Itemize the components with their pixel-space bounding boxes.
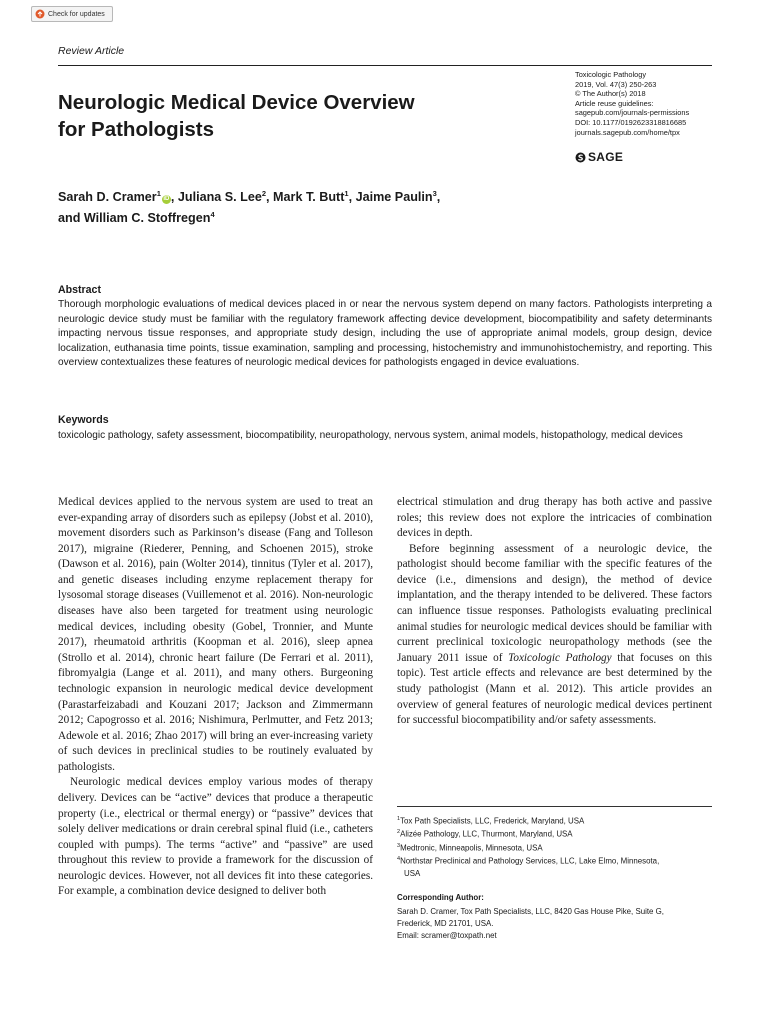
reuse-guidelines-label: Article reuse guidelines:: [575, 98, 654, 108]
author-affiliation-number: 3: [432, 189, 437, 198]
sage-mark-icon: [575, 152, 586, 163]
body-text: Before beginning assessment of a neurologic device, the pathologist should become familiar with the specific features of the device (i.e., dimensions and design), the method of device implantation, and the therapy intended to be delivered. These factors can influence tissue responses. Pathologists evaluating preclinical animal studies for neurologic medical devices should be familiar with current preclinical toxicologic neuropathology methods (see the January 2011 issue of: [397, 542, 712, 664]
update-ribbon-icon: [35, 9, 45, 19]
affiliation-item: [397, 854, 712, 867]
keywords-text: toxicologic pathology, safety assessment, biocompatibility, neuropathology, nervous system, animal models, histopathology, medical devices: [58, 430, 683, 441]
corresponding-author-heading: Corresponding Author:: [397, 893, 484, 902]
affiliation-item: [397, 814, 712, 827]
journal-reference: Toxicologic Pathology: [508, 651, 612, 664]
title-line-2: for Pathologists: [58, 118, 215, 141]
corresponding-address-line: Sarah D. Cramer, Tox Path Specialists, LLC, 8420 Gas House Pike, Suite G,: [397, 907, 664, 916]
doi-link[interactable]: DOI: 10.1177/0192623318816685: [575, 117, 687, 127]
affiliation-number: 3: [397, 842, 401, 849]
author-list: Sarah D. Cramer$^1$iD , Juliana S. Lee$^2$, Mark T. Butt$^1$, Jaime Paulin$^3$, and William C. Stoffregen$^4$: [58, 189, 441, 226]
corresponding-email[interactable]: Email: scramer@toxpath.net: [397, 930, 497, 940]
check-for-updates-label: Check for updates: [48, 10, 105, 18]
affiliation-text: Medtronic, Minneapolis, Minnesota, USA: [400, 843, 543, 853]
affiliation-number: 1: [397, 816, 401, 822]
affiliation-text: Alizée Pathology, LLC, Thurmont, Maryland, USA: [400, 830, 573, 840]
affiliation-text: Tox Path Specialists, LLC, Frederick, Maryland, USA: [400, 816, 585, 826]
body-paragraph: Neurologic medical devices employ various modes of therapy delivery. Devices can be “active” devices that produce a therapeutic property (i.e., electrical or thermal energy) or “passive” devices that solely deliver medications or drain cerebral spinal fluid (i.e., catheters coupled with pumps). The terms “active” and “passive” are used throughout this review to provide a framework for the discussion of neurologic devices. However, not all devices fit into these categories. For example, a combination device designed to deliver both: [58, 776, 373, 898]
affiliations-divider: [397, 806, 712, 807]
body-paragraph: electrical stimulation and drug therapy has both active and passive roles; this review does not explore the intricacies of combination devices in depth.: [397, 496, 712, 540]
affiliation-item: [397, 827, 712, 840]
affiliations: [397, 814, 712, 879]
sage-wordmark: SAGE: [588, 150, 624, 164]
abstract-text: Thorough morphologic evaluations of medical devices placed in or near the nervous system depend on many factors. Pathologists interpreting a neurologic device study must be familiar with the regulatory framework affecting device development, biocompatibility and safety determinants impacting nervous tissue responses, and appropriate study design, including the use of appropriate animal models, group design, device localization, euthanasia time points, tissue examination, sampling and processing, histochemistry and immunohistochemistry, and reporting. This overview contextualizes these features of neurologic medical devices for pathologists engaged in device evaluations.: [58, 299, 712, 369]
corresponding-author-details: [397, 906, 717, 941]
title-line-1: Neurologic Medical Device Overview: [58, 91, 415, 114]
article-type: Review Article: [58, 45, 125, 57]
author-affiliation-number: 1: [156, 189, 161, 198]
body-column-left: [58, 495, 373, 900]
permissions-link[interactable]: sagepub.com/journals-permissions: [575, 108, 690, 118]
author-name[interactable]: Juliana S. Lee: [177, 190, 262, 205]
affiliation-continuation: USA: [404, 868, 421, 878]
journal-homepage-link[interactable]: journals.sagepub.com/home/tpx: [575, 127, 680, 137]
author-connector: and: [58, 211, 81, 226]
affiliation-item: [397, 841, 712, 854]
journal-info: [575, 70, 725, 137]
body-paragraph: [397, 542, 712, 729]
copyright: © The Author(s) 2018: [575, 89, 646, 99]
affiliation-text: Northstar Preclinical and Pathology Services, LLC, Lake Elmo, Minnesota,: [400, 856, 660, 866]
author-name[interactable]: Mark T. Butt: [273, 190, 345, 205]
body-text: that focuses on this topic). Test article effects and relevance are best determined by the study pathologist (Mann et al. 2012). This article provides an overview of general features of neurologic medical devices pertinent for successful biocompatibility and/or safety assessments.: [397, 651, 712, 727]
author-affiliation-number: 2: [261, 189, 267, 198]
body-column-right: [397, 495, 712, 729]
article-title: [58, 89, 488, 143]
journal-volume: 2019, Vol. 47(3) 250-263: [575, 79, 657, 89]
body-paragraph: Medical devices applied to the nervous system are used to treat an ever-expanding array of disorders such as epilepsy (Jobst et al. 2010), movement disorders such as Parkinson’s disease (Fang and Tolleson 2017), migraine (Riederer, Penning, and Schoenen 2015), stroke (Dawson et al. 2016), pain (Wolter 2014), tinnitus (Tyler et al. 2017), and genetic diseases including enzyme replacement therapy for lysosomal storage diseases (Vuillemenot et al. 2016). Non-neurologic diseases have also been targeted for treatment using neurologic medical devices, including obesity (Gobel, Tronnier, and Munte 2017), rheumatoid arthritis (Koopman et al. 2016), sleep apnea (Strollo et al. 2014), chronic heart failure (De Ferrari et al. 2011), fibromyalgia (Lange et al. 2011), and many others. Burgeoning technologic expansion in neurologic medical device development (Parastarfeizabadi and Kouzani 2017; Jackson and Zimmermann 2012; Capogrosso et al. 2016; Nishimura, Perlmutter, and Fetz 2013; Adewole et al. 2016; Zhao 2017) will bring an ever-increasing variety of such devices in preclinical studies to be routinely evaluated by pathologists.: [58, 496, 373, 773]
affiliation-number: 2: [397, 829, 401, 836]
abstract-heading: Abstract: [58, 284, 101, 296]
header-divider: [58, 65, 712, 66]
sage-logo: [575, 150, 623, 164]
author-affiliation-number: 1: [344, 189, 349, 198]
corresponding-address-line: Frederick, MD 21701, USA.: [397, 918, 494, 928]
author-name[interactable]: Sarah D. Cramer: [58, 190, 157, 205]
author-name[interactable]: William C. Stoffregen: [83, 211, 211, 226]
affiliation-number: 4: [397, 856, 401, 863]
author-name[interactable]: Jaime Paulin: [355, 190, 433, 205]
keywords-heading: Keywords: [58, 414, 109, 426]
journal-name: Toxicologic Pathology: [575, 70, 647, 79]
check-for-updates-badge[interactable]: [31, 6, 113, 22]
orcid-icon[interactable]: iD: [163, 196, 170, 203]
author-affiliation-number: 4: [210, 210, 215, 220]
